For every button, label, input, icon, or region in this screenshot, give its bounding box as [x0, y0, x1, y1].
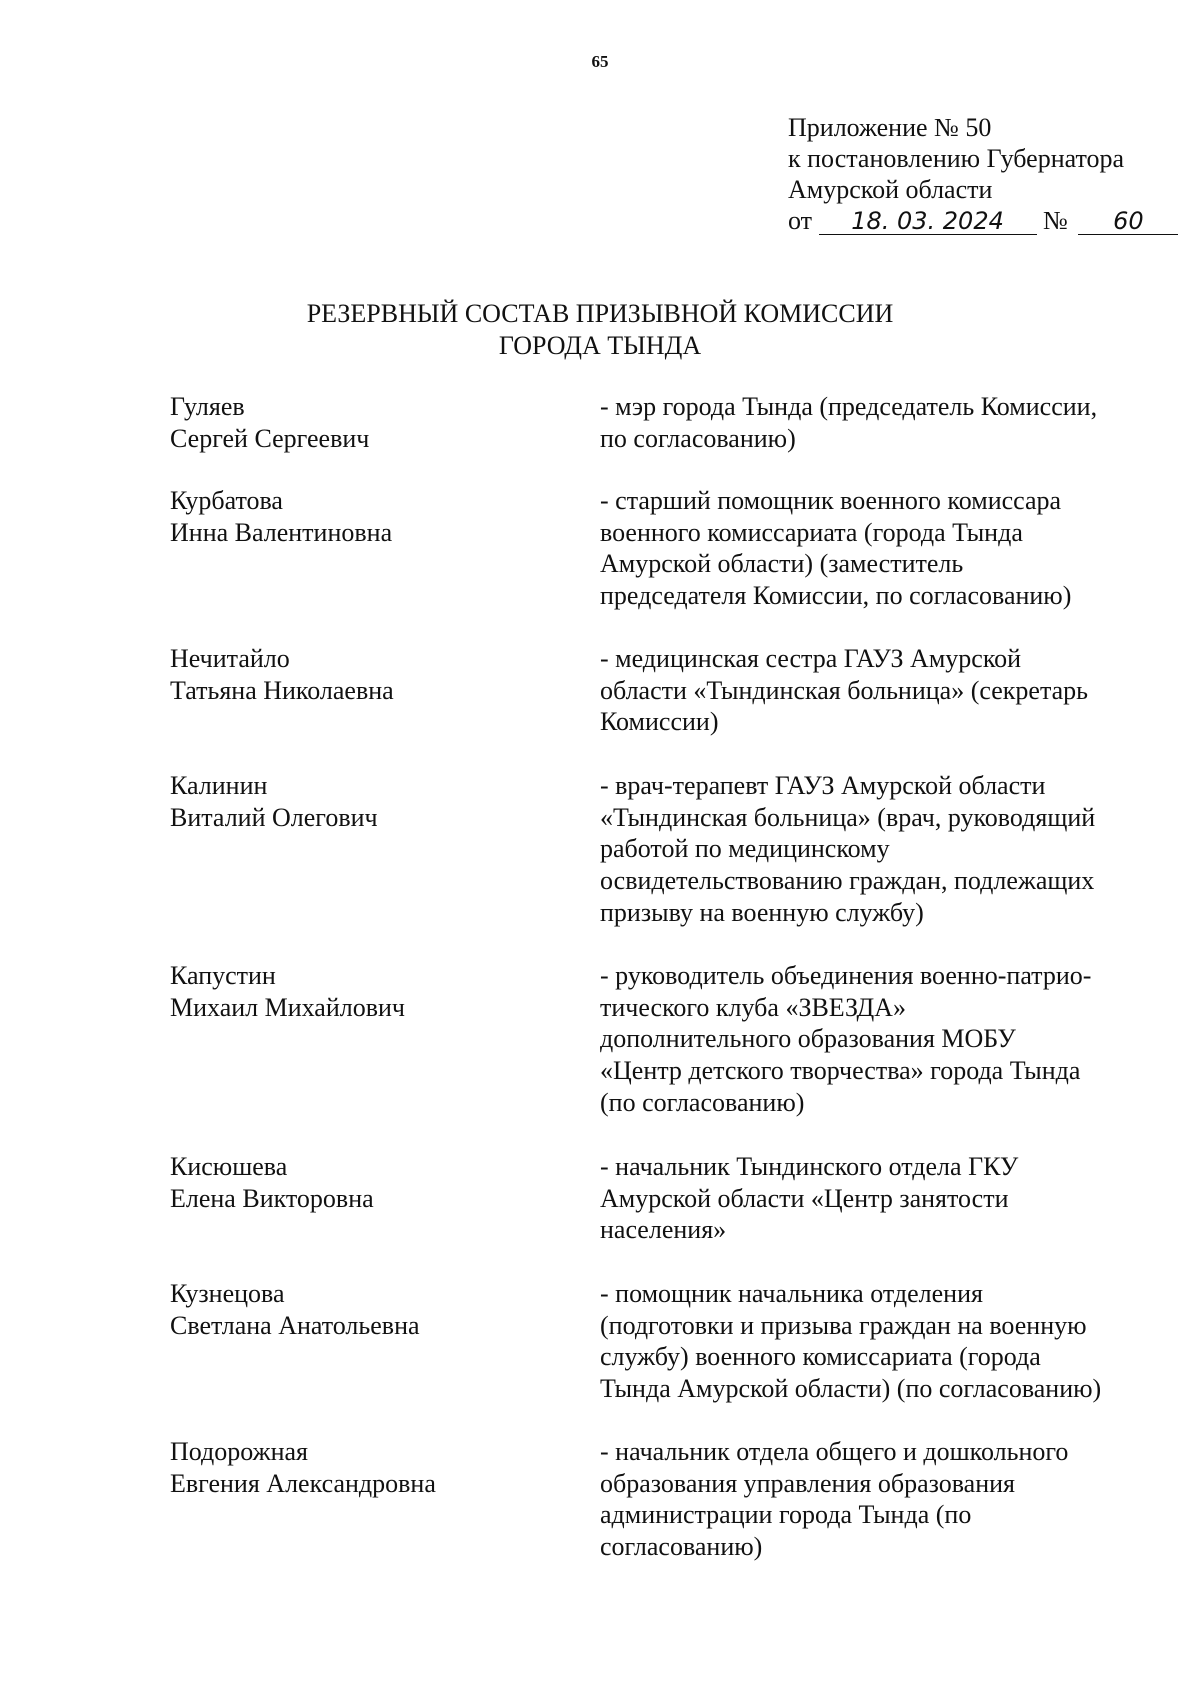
member-role [600, 643, 1160, 738]
member-surname: Нечитайло [170, 644, 290, 673]
role-line: области «Тындинская больница» (секретарь [600, 675, 1089, 705]
member-name [170, 643, 570, 706]
member-name [170, 1151, 570, 1214]
from-label: от [788, 206, 813, 235]
member-name [170, 960, 570, 1023]
role-line: - руководитель объединения военно-патрио- [600, 961, 1092, 990]
member-surname: Гуляев [170, 392, 245, 421]
handwritten-number: 60 [1078, 208, 1178, 235]
role-line: Амурской области) (заместитель [600, 549, 964, 579]
role-line: дополнительного образования МОБУ [600, 1024, 1016, 1054]
role-line: - начальник отдела общего и дошкольного [600, 1437, 1069, 1466]
role-line: Комиссии) [600, 707, 719, 737]
member-given-name: Евгения Александровна [170, 1468, 436, 1498]
member-surname: Калинин [170, 771, 268, 800]
title-line-2: ГОРОДА ТЫНДА [498, 331, 702, 360]
member-name [170, 770, 570, 833]
role-line: - мэр города Тында (председатель Комиссии, [600, 392, 1098, 421]
member-name [170, 391, 570, 454]
role-line: населения» [600, 1215, 727, 1245]
role-line: военного комиссариата (города Тында [600, 517, 1023, 547]
handwritten-date: 18. 03. 2024 [819, 208, 1037, 235]
member-role [600, 1151, 1160, 1246]
appendix-date-line [788, 205, 1178, 236]
role-line: Тында Амурской области) (по согласованию) [600, 1374, 1102, 1404]
role-line: службу) военного комиссариата (города [600, 1342, 1041, 1372]
member-role [600, 1436, 1160, 1563]
member-given-name: Татьяна Николаевна [170, 675, 394, 705]
role-line: тического клуба «ЗВЕЗДА» [600, 992, 906, 1022]
role-line: - начальник Тындинского отдела ГКУ [600, 1152, 1019, 1181]
role-line: «Тындинская больница» (врач, руководящий [600, 802, 1096, 832]
member-name [170, 485, 570, 548]
member-surname: Кисюшева [170, 1152, 288, 1181]
page-number: 65 [591, 52, 609, 71]
member-given-name: Виталий Олегович [170, 802, 378, 832]
role-line: - старший помощник военного комиссара [600, 486, 1062, 515]
member-role [600, 1278, 1160, 1405]
member-name [170, 1436, 570, 1499]
member-surname: Капустин [170, 961, 276, 990]
member-given-name: Михаил Михайлович [170, 992, 406, 1022]
member-given-name: Светлана Анатольевна [170, 1310, 420, 1340]
role-line: согласованию) [600, 1532, 763, 1562]
member-given-name: Елена Викторовна [170, 1183, 374, 1213]
role-line: образования управления образования [600, 1468, 1015, 1498]
appendix-line-1: Приложение № 50 [788, 113, 992, 142]
appendix-header [788, 112, 1178, 236]
member-role [600, 770, 1160, 929]
role-line: призыву на военную службу) [600, 897, 924, 927]
document-title [0, 298, 1200, 362]
member-role [600, 391, 1160, 454]
role-line: (по согласованию) [600, 1087, 805, 1117]
number-label: № [1043, 206, 1068, 235]
member-given-name: Инна Валентиновна [170, 517, 393, 547]
member-name [170, 1278, 570, 1341]
role-line: - помощник начальника отделения [600, 1279, 983, 1308]
role-line: - медицинская сестра ГАУЗ Амурской [600, 644, 1022, 673]
role-line: освидетельствованию граждан, подлежащих [600, 866, 1095, 896]
role-line: председателя Комиссии, по согласованию) [600, 581, 1072, 611]
member-given-name: Сергей Сергеевич [170, 423, 370, 453]
role-line: работой по медицинскому [600, 834, 890, 864]
member-role [600, 960, 1160, 1119]
role-line: Амурской области «Центр занятости [600, 1183, 1009, 1213]
role-line: администрации города Тында (по [600, 1500, 972, 1530]
member-surname: Подорожная [170, 1437, 308, 1466]
appendix-line-3: Амурской области [788, 175, 993, 204]
member-surname: Кузнецова [170, 1279, 285, 1308]
title-line-1: РЕЗЕРВНЫЙ СОСТАВ ПРИЗЫВНОЙ КОМИССИИ [306, 299, 894, 328]
role-line: «Центр детского творчества» города Тында [600, 1056, 1081, 1086]
member-role [600, 485, 1160, 612]
role-line: по согласованию) [600, 423, 796, 453]
role-line: (подготовки и призыва граждан на военную [600, 1310, 1087, 1340]
member-surname: Курбатова [170, 486, 283, 515]
appendix-line-2: к постановлению Губернатора [788, 144, 1125, 173]
role-line: - врач-терапевт ГАУЗ Амурской области [600, 771, 1046, 800]
